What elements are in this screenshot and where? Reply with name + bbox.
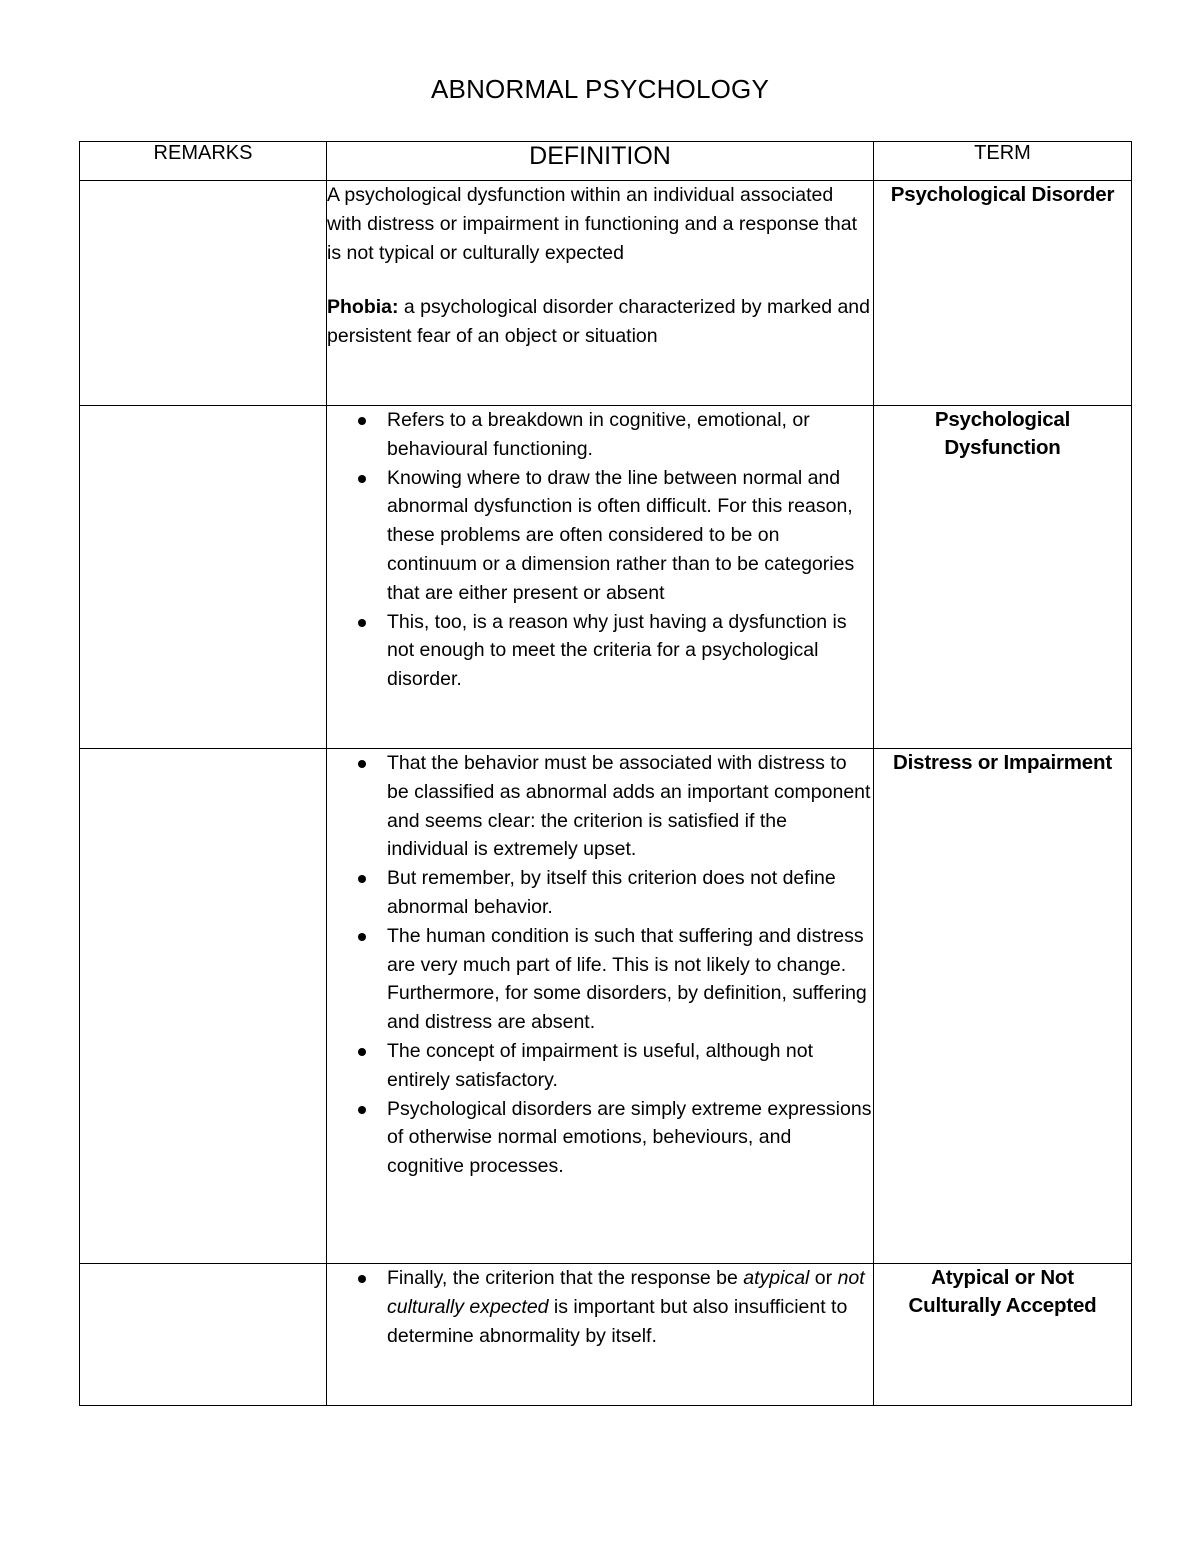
- bullet-list: [327, 1264, 873, 1350]
- remarks-cell: [80, 749, 327, 1264]
- list-item: But remember, by itself this criterion does not define abnormal behavior.: [387, 864, 873, 922]
- table-row: [80, 749, 1132, 1264]
- list-item: That the behavior must be associated with distress to be classified as abnormal adds an important component and seems clear: the criterion is satisfied if the individual is extremely upset.: [387, 749, 873, 864]
- bullet-text: or: [809, 1267, 838, 1289]
- bullet-emphasis: not culturally expected: [387, 1267, 865, 1318]
- definition-paragraph: A psychological dysfunction within an individual associated with distress or impairment in functioning and a response that is not typical or culturally expected: [327, 184, 858, 264]
- definition-cell: [327, 749, 874, 1264]
- header-remarks: REMARKS: [80, 142, 327, 181]
- page-title: ABNORMAL PSYCHOLOGY: [430, 74, 770, 104]
- term-text: Atypical or Not Culturally Accepted: [908, 1266, 1097, 1317]
- terms-table: [79, 141, 1132, 1406]
- bullet-emphasis: atypical: [743, 1267, 810, 1289]
- term-cell: Distress or Impairment: [874, 749, 1132, 1264]
- table-row: [80, 406, 1132, 749]
- remarks-cell: [80, 406, 327, 749]
- bullet-text: is important but also insufficient to determine abnormality by itself.: [387, 1295, 848, 1347]
- table-row: [80, 1264, 1132, 1406]
- list-item: The human condition is such that suffering and distress are very much part of life. This is not likely to change. Furthermore, for some disorders, by definition, suffering and distress are absent.: [387, 922, 873, 1037]
- list-item: Knowing where to draw the line between normal and abnormal dysfunction is often difficult. For this reason, these problems are often considered to be on continuum or a dimension rather than to be categories that are either present or absent: [387, 464, 873, 608]
- definition-cell: [327, 1264, 874, 1406]
- phobia-paragraph: [327, 293, 873, 351]
- table-row: [80, 181, 1132, 406]
- phobia-label: Phobia:: [327, 296, 399, 319]
- list-item: The concept of impairment is useful, although not entirely satisfactory.: [387, 1037, 873, 1095]
- bullet-text: Finally, the criterion that the response be: [387, 1267, 744, 1289]
- term-cell: [874, 1264, 1132, 1406]
- header-definition: DEFINITION: [327, 142, 874, 181]
- term-cell: Psychological Disorder: [874, 181, 1132, 406]
- list-item: Refers to a breakdown in cognitive, emotional, or behavioural functioning.: [387, 406, 873, 464]
- phobia-text: a psychological disorder characterized by marked and persistent fear of an object or situation: [327, 296, 870, 348]
- definition-cell: [327, 406, 874, 749]
- term-cell: [874, 406, 1132, 749]
- header-term: TERM: [874, 142, 1132, 181]
- definition-cell: [327, 181, 874, 406]
- bullet-list: [327, 749, 873, 1181]
- remarks-cell: [80, 181, 327, 406]
- list-item: [387, 1264, 873, 1350]
- term-text: Psychological Dysfunction: [934, 408, 1071, 459]
- list-item: Psychological disorders are simply extreme expressions of otherwise normal emotions, beheviours, and cognitive processes.: [387, 1095, 873, 1181]
- bullet-list: [327, 406, 873, 694]
- list-item: This, too, is a reason why just having a dysfunction is not enough to meet the criteria for a psychological disorder.: [387, 608, 873, 694]
- remarks-cell: [80, 1264, 327, 1406]
- table-header-row: [80, 142, 1132, 181]
